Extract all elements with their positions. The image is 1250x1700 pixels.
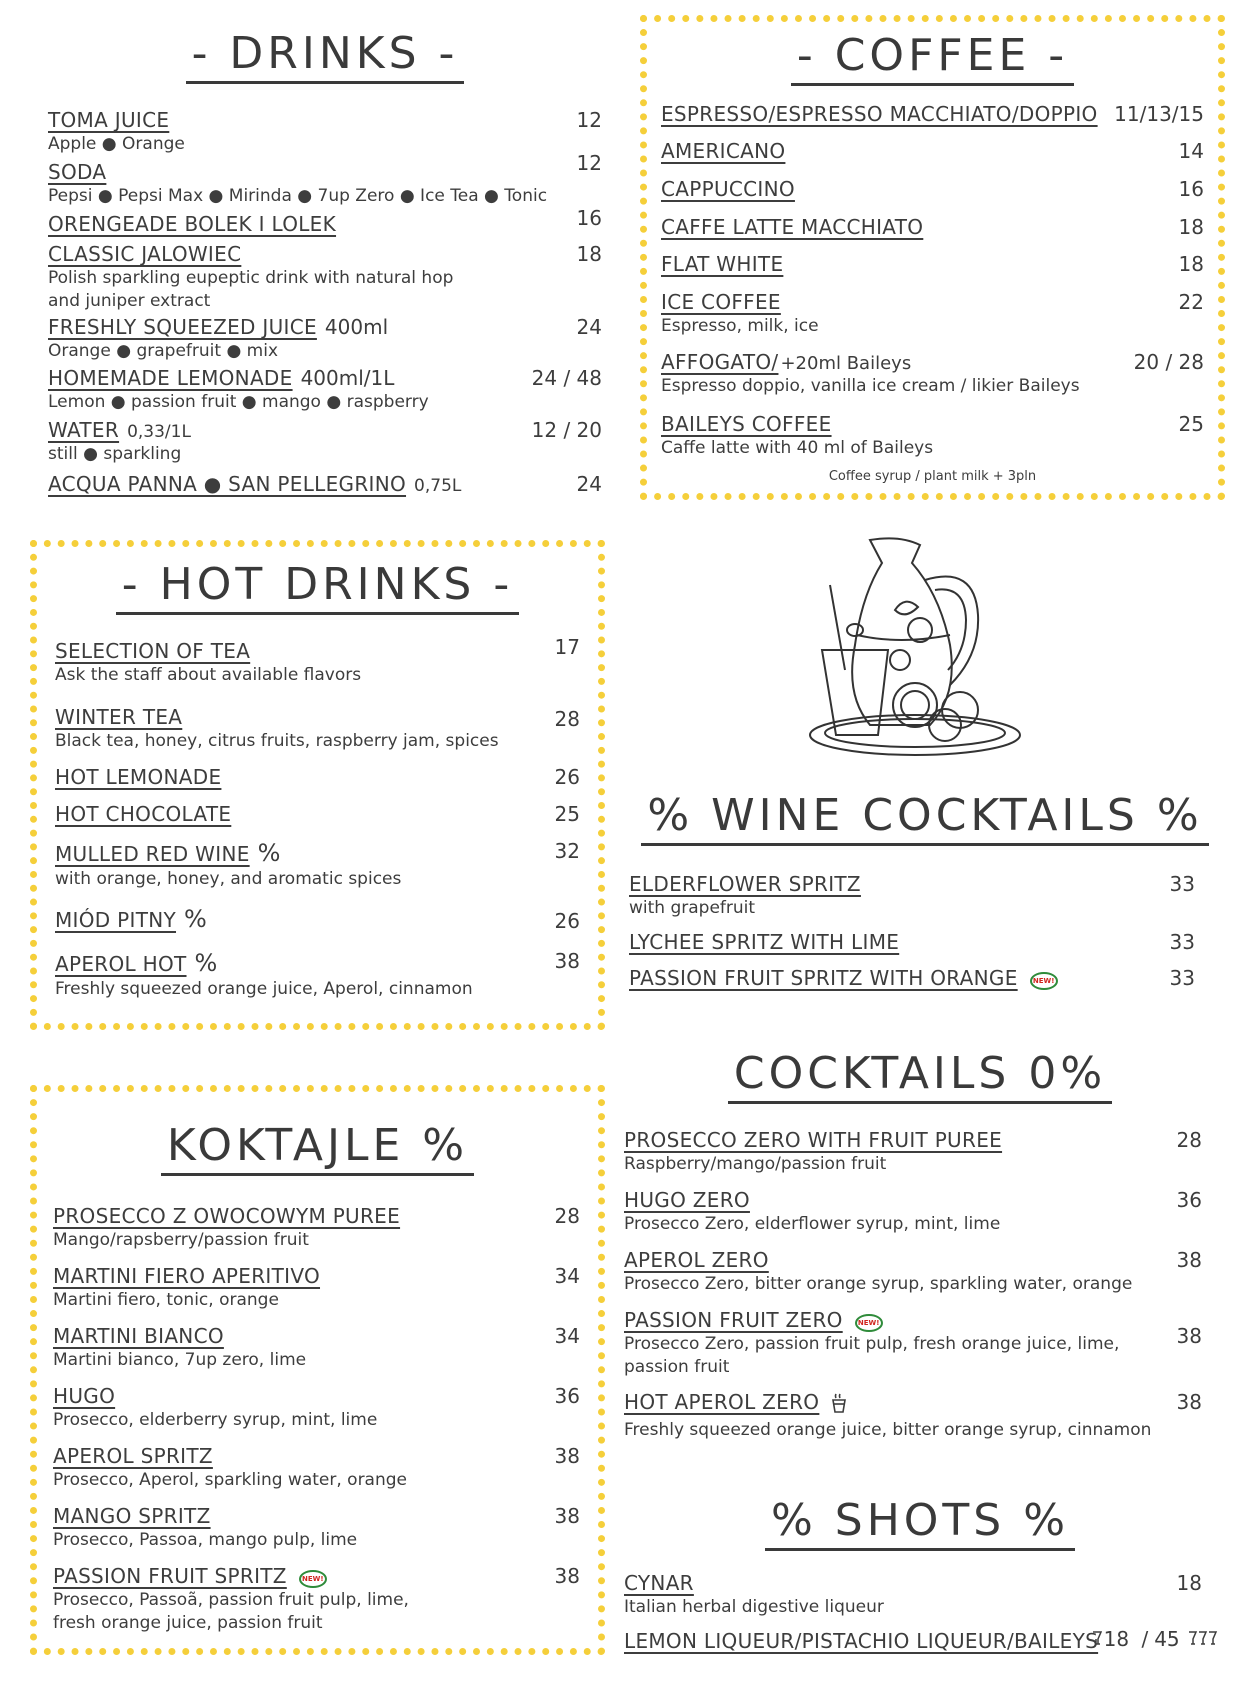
menu-item-flat-white [661, 252, 783, 276]
item-volume: 0,33/1L [127, 422, 191, 442]
menu-item-prosecco-zero [624, 1128, 1002, 1176]
item-name: PASSION FRUIT SPRITZ [53, 1564, 287, 1588]
item-price: 34 [554, 1264, 580, 1288]
item-desc: Prosecco, Passoã, passion fruit pulp, lime, fresh orange juice, passion fruit [53, 1590, 409, 1633]
item-name: CAFFE LATTE MACCHIATO [661, 215, 924, 239]
menu-item-passion-fruit-spritz-orange [629, 966, 1058, 990]
item-price: 26 [554, 765, 580, 789]
lemonade-jug-illustration-svg [800, 535, 1030, 760]
item-price: 36 [554, 1384, 580, 1408]
item-price: 38 [1176, 1324, 1202, 1348]
menu-item-aperol-spritz [53, 1444, 407, 1492]
item-desc: Apple ● Orange [48, 134, 185, 154]
price-separator: / [1141, 1627, 1149, 1651]
lemonade-jug-illustration [800, 535, 1030, 760]
hot-drinks-title: - HOT DRINKS - [37, 559, 598, 610]
item-name: LYCHEE SPRITZ WITH LIME [629, 930, 900, 954]
item-name: SELECTION OF TEA [55, 639, 251, 663]
menu-item-aperol-hot [55, 949, 473, 1001]
menu-item-latte [661, 215, 923, 239]
menu-item-elderflower-spritz [629, 872, 861, 920]
item-name: HOT LEMONADE [55, 765, 222, 789]
menu-item-hot-aperol-zero [624, 1390, 1151, 1442]
item-price: 38 [554, 949, 580, 973]
alcohol-percent-icon: % [257, 839, 281, 867]
item-price: 22 [1178, 290, 1204, 314]
item-name: AMERICANO [661, 139, 786, 163]
item-price: 38 [554, 1504, 580, 1528]
item-price: 33 [1169, 966, 1195, 990]
coffee-note: Coffee syrup / plant milk + 3pln [828, 469, 1037, 484]
menu-item-passion-fruit-spritz [53, 1564, 453, 1635]
new-badge-icon: NEW! [299, 1570, 327, 1588]
item-desc: Ask the staff about available flavors [55, 665, 362, 685]
item-desc: Caffe latte with 40 ml of Baileys [661, 438, 934, 458]
item-name: TOMA JUICE [48, 108, 170, 132]
item-price: 18 [1178, 252, 1204, 276]
menu-item-hot-chocolate [55, 802, 231, 826]
menu-item-ice-coffee [661, 290, 819, 338]
menu-item-hugo [53, 1384, 377, 1432]
cocktails-zero-title: COCKTAILS 0% [620, 1048, 1220, 1099]
item-desc: Polish sparkling eupeptic drink with natural hop and juniper extract [48, 268, 454, 311]
item-desc: Black tea, honey, citrus fruits, raspberry jam, spices [55, 731, 499, 751]
item-name: APEROL ZERO [624, 1248, 769, 1272]
item-desc: Mango/rapsberry/passion fruit [53, 1230, 309, 1250]
item-name: PROSECCO ZERO WITH FRUIT PUREE [624, 1128, 1003, 1152]
item-name: AFFOGATO/ [661, 350, 779, 374]
item-name: MARTINI BIANCO [53, 1324, 224, 1348]
drinks-section [30, 20, 620, 510]
item-price: 33 [1169, 872, 1195, 896]
menu-item-mango-spritz [53, 1504, 357, 1552]
item-price: 16 [1178, 177, 1204, 201]
item-desc: Italian herbal digestive liqueur [624, 1597, 884, 1617]
menu-item-americano [661, 139, 785, 163]
menu-item-passion-fruit-zero [624, 1308, 1124, 1379]
menu-item-liqueurs [624, 1629, 1098, 1653]
coffee-section [640, 15, 1225, 500]
hot-cup-icon [830, 1392, 848, 1418]
item-name: SODA [48, 160, 107, 184]
item-price: 12 / 20 [531, 418, 602, 442]
menu-item-hugo-zero [624, 1188, 1000, 1236]
item-name: CLASSIC JALOWIEC [48, 242, 242, 266]
item-desc: Prosecco Zero, elderflower syrup, mint, lime [624, 1214, 1001, 1234]
menu-item-toma-juice [48, 108, 185, 156]
item-price [1090, 1627, 1220, 1651]
item-desc: Prosecco Zero, bitter orange syrup, sparkling water, orange [624, 1274, 1133, 1294]
item-price: 18 [1178, 215, 1204, 239]
menu-item-tea [55, 639, 361, 687]
item-desc: Freshly squeezed orange juice, bitter orange syrup, cinnamon [624, 1419, 1152, 1440]
menu-item-winter-tea [55, 705, 499, 753]
item-price: 18 [576, 242, 602, 266]
item-desc: with grapefruit [629, 898, 756, 918]
item-price: 28 [1176, 1128, 1202, 1152]
wine-cocktails-title: % WINE COCKTAILS % [625, 790, 1225, 841]
item-name: FLAT WHITE [661, 252, 784, 276]
item-price: 28 [554, 707, 580, 731]
alcohol-percent-icon: % [194, 949, 218, 977]
item-price: 24 [576, 472, 602, 496]
shots-section [620, 1495, 1220, 1665]
menu-item-lemonade [48, 366, 429, 414]
item-desc: Prosecco Zero, passion fruit pulp, fresh orange juice, lime, passion fruit [624, 1334, 1120, 1377]
drinks-title: - DRINKS - [30, 28, 620, 79]
item-desc: with orange, honey, and aromatic spices [55, 869, 402, 889]
item-desc: Espresso doppio, vanilla ice cream / likier Baileys [661, 376, 1080, 396]
menu-item-water [48, 418, 191, 466]
item-price: 12 [576, 151, 602, 175]
menu-item-lychee-spritz [629, 930, 899, 954]
item-name: FRESHLY SQUEEZED JUICE [48, 315, 317, 339]
menu-item-fresh-juice [48, 315, 388, 363]
new-badge-icon: NEW! [1030, 972, 1058, 990]
menu-item-jalowiec [48, 242, 468, 313]
item-desc: Prosecco, Passoa, mango pulp, lime [53, 1530, 358, 1550]
item-name: BAILEYS COFFEE [661, 412, 832, 436]
item-name: MANGO SPRITZ [53, 1504, 211, 1528]
menu-item-martini-fiero [53, 1264, 320, 1312]
item-name: WINTER TEA [55, 705, 183, 729]
menu-item-cappuccino [661, 177, 795, 201]
item-price: 16 [576, 206, 602, 230]
item-name: MULLED RED WINE [55, 842, 250, 866]
item-desc: Espresso, milk, ice [661, 316, 819, 336]
price-set: 45 [1154, 1627, 1180, 1651]
item-price: 25 [1178, 412, 1204, 436]
cocktails-zero-section [620, 1048, 1220, 1448]
item-name: ORENGEADE BOLEK I LOLEK [48, 212, 337, 236]
item-name: PASSION FRUIT ZERO [624, 1308, 843, 1332]
item-price: 26 [554, 909, 580, 933]
item-price: 36 [1176, 1188, 1202, 1212]
item-desc: Raspberry/mango/passion fruit [624, 1154, 887, 1174]
item-price: 24 [576, 315, 602, 339]
koktajle-section [30, 1085, 605, 1655]
item-name: MIÓD PITNY [55, 908, 177, 932]
menu-item-soda [48, 160, 547, 208]
item-extra: +20ml Baileys [780, 353, 912, 374]
menu-item-aperol-zero [624, 1248, 1132, 1296]
menu-item-affogato [661, 350, 1080, 398]
shot-glasses-icon [1188, 1630, 1218, 1650]
menu-item-martini-bianco [53, 1324, 306, 1372]
item-name: HOT CHOCOLATE [55, 802, 232, 826]
item-price: 28 [554, 1204, 580, 1228]
item-volume: 400ml/1L [300, 366, 395, 390]
item-price: 38 [554, 1564, 580, 1588]
menu-item-espresso [661, 102, 1098, 126]
item-price: 32 [554, 839, 580, 863]
item-name: PROSECCO Z OWOCOWYM PUREE [53, 1204, 401, 1228]
item-name: ICE COFFEE [661, 290, 781, 314]
item-desc: Martini fiero, tonic, orange [53, 1290, 279, 1310]
item-price: 33 [1169, 930, 1195, 954]
item-price: 12 [576, 108, 602, 132]
item-volume: 400ml [324, 315, 389, 339]
coffee-title: - COFFEE - [647, 30, 1218, 81]
alcohol-percent-icon: % [184, 905, 207, 933]
item-desc: Orange ● grapefruit ● mix [48, 341, 279, 361]
item-desc: still ● sparkling [48, 444, 182, 464]
item-price: 24 / 48 [531, 366, 602, 390]
item-price: 11/13/15 [1114, 102, 1204, 126]
item-price: 34 [554, 1324, 580, 1348]
price-single: 18 [1103, 1627, 1130, 1651]
item-price: 18 [1176, 1571, 1202, 1595]
item-price: 17 [554, 635, 580, 659]
item-name: HUGO [53, 1384, 116, 1408]
item-name: ACQUA PANNA ● SAN PELLEGRINO [48, 472, 407, 496]
item-name: APEROL SPRITZ [53, 1444, 213, 1468]
item-desc: Pepsi ● Pepsi Max ● Mirinda ● 7up Zero ● Ice Tea ● Tonic [48, 186, 548, 206]
item-name: PASSION FRUIT SPRITZ WITH ORANGE [629, 966, 1018, 990]
item-volume: 0,75L [414, 476, 462, 496]
item-desc: Prosecco, elderberry syrup, mint, lime [53, 1410, 378, 1430]
item-desc: Prosecco, Aperol, sparkling water, orange [53, 1470, 408, 1490]
item-name: MARTINI FIERO APERITIVO [53, 1264, 321, 1288]
item-name: ESPRESSO/ESPRESSO MACCHIATO/DOPPIO [661, 102, 1098, 126]
item-name: ELDERFLOWER SPRITZ [629, 872, 861, 896]
koktajle-title: KOKTAJLE % [37, 1120, 598, 1171]
item-price: 38 [1176, 1248, 1202, 1272]
wine-cocktails-section [625, 790, 1225, 1010]
item-name: LEMON LIQUEUR/PISTACHIO LIQUEUR/BAILEYS [624, 1629, 1099, 1653]
item-name: HUGO ZERO [624, 1188, 750, 1212]
item-name: APEROL HOT [55, 952, 187, 976]
item-price: 38 [1176, 1390, 1202, 1414]
item-name: HOT APEROL ZERO [624, 1390, 820, 1414]
menu-item-miod-pitny [55, 905, 207, 933]
item-price: 20 / 28 [1133, 350, 1204, 374]
hot-drinks-section [30, 540, 605, 1030]
item-desc: Freshly squeezed orange juice, Aperol, cinnamon [55, 979, 473, 999]
new-badge-icon: NEW! [855, 1314, 883, 1332]
menu-item-baileys-coffee [661, 412, 933, 460]
item-price: 38 [554, 1444, 580, 1468]
item-desc: Lemon ● passion fruit ● mango ● raspberry [48, 392, 429, 412]
item-price: 25 [554, 802, 580, 826]
item-desc: Martini bianco, 7up zero, lime [53, 1350, 307, 1370]
menu-item-orengeade [48, 212, 336, 236]
item-name: HOMEMADE LEMONADE [48, 366, 293, 390]
item-name: CAPPUCCINO [661, 177, 795, 201]
menu-item-acqua-panna [48, 472, 461, 496]
item-name: CYNAR [624, 1571, 694, 1595]
shots-title: % SHOTS % [620, 1495, 1220, 1546]
menu-item-cynar [624, 1571, 884, 1619]
item-name: WATER [48, 418, 120, 442]
menu-item-mulled-wine [55, 839, 401, 891]
menu-item-prosecco-puree [53, 1204, 400, 1252]
shot-glass-icon [1092, 1630, 1102, 1650]
item-price: 14 [1178, 139, 1204, 163]
menu-item-hot-lemonade [55, 765, 221, 789]
